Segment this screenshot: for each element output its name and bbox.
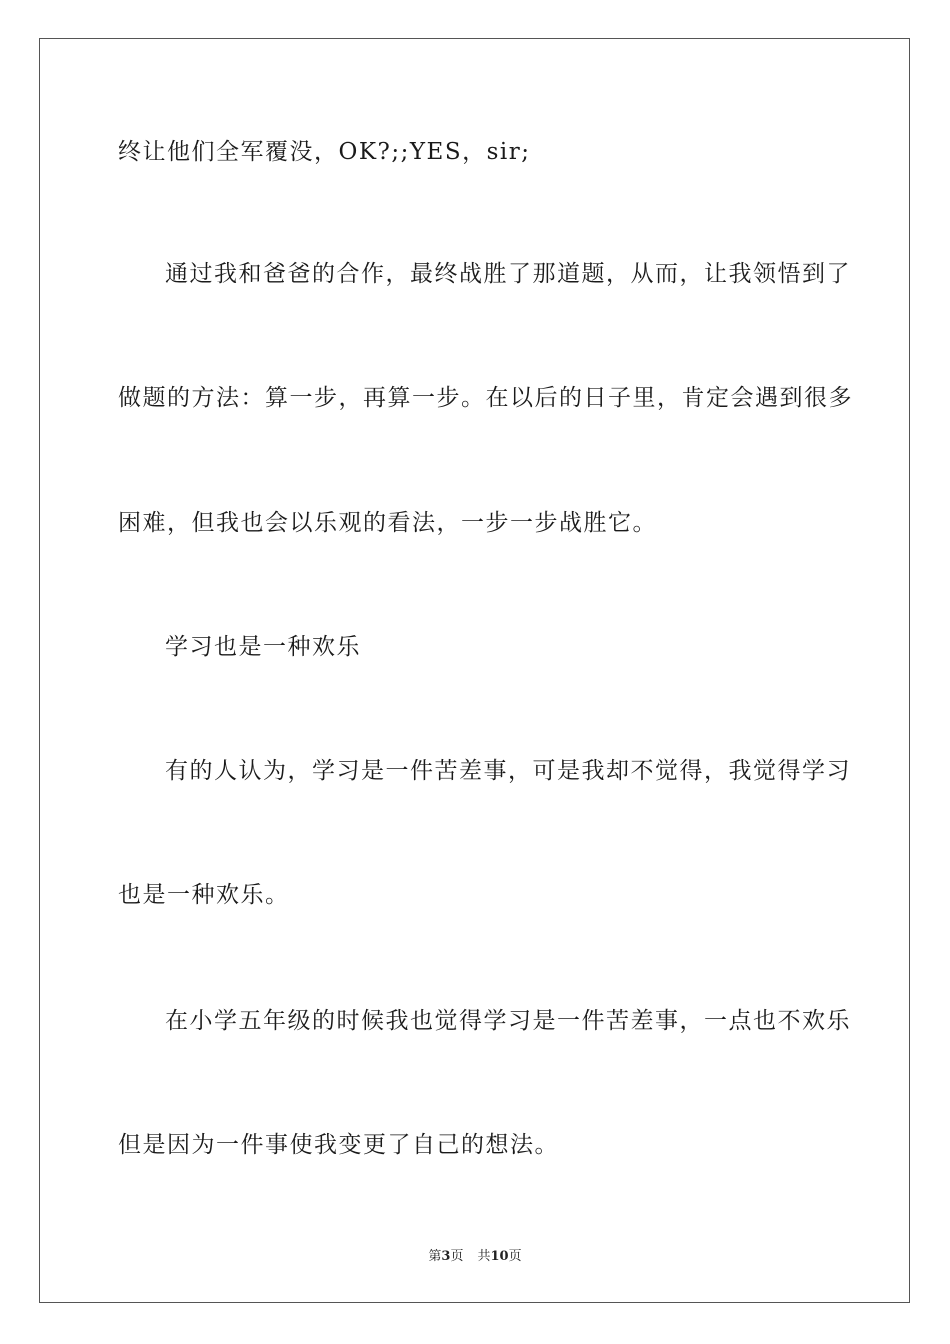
paragraph-line: 有的人认为，学习是一件苦差事，可是我却不觉得，我觉得学习 — [165, 758, 851, 784]
text-line: 做题的方法：算一步，再算一步。在以后的日子里，肯定会遇到很多 — [118, 385, 853, 411]
page-suffix: 页 — [450, 1249, 464, 1264]
total-suffix: 页 — [508, 1249, 522, 1264]
text-line: 但是因为一件事使我变更了自己的想法。 — [118, 1132, 559, 1158]
page-number: 3 — [441, 1249, 451, 1264]
total-pages: 10 — [490, 1249, 509, 1264]
text-line: 终让他们全军覆没，OK?;;YES，sir; — [118, 139, 531, 165]
total-prefix: 共 — [477, 1249, 491, 1264]
text-line: 困难，但我也会以乐观的看法，一步一步战胜它。 — [118, 510, 657, 536]
page-footer — [0, 1248, 950, 1266]
section-heading: 学习也是一种欢乐 — [165, 634, 361, 660]
page-border — [39, 38, 910, 1303]
paragraph-line: 在小学五年级的时候我也觉得学习是一件苦差事，一点也不欢乐 — [165, 1008, 851, 1034]
text-line: 也是一种欢乐。 — [118, 882, 290, 908]
paragraph-line: 通过我和爸爸的合作，最终战胜了那道题，从而，让我领悟到了 — [165, 261, 851, 287]
page-prefix: 第 — [428, 1249, 442, 1264]
